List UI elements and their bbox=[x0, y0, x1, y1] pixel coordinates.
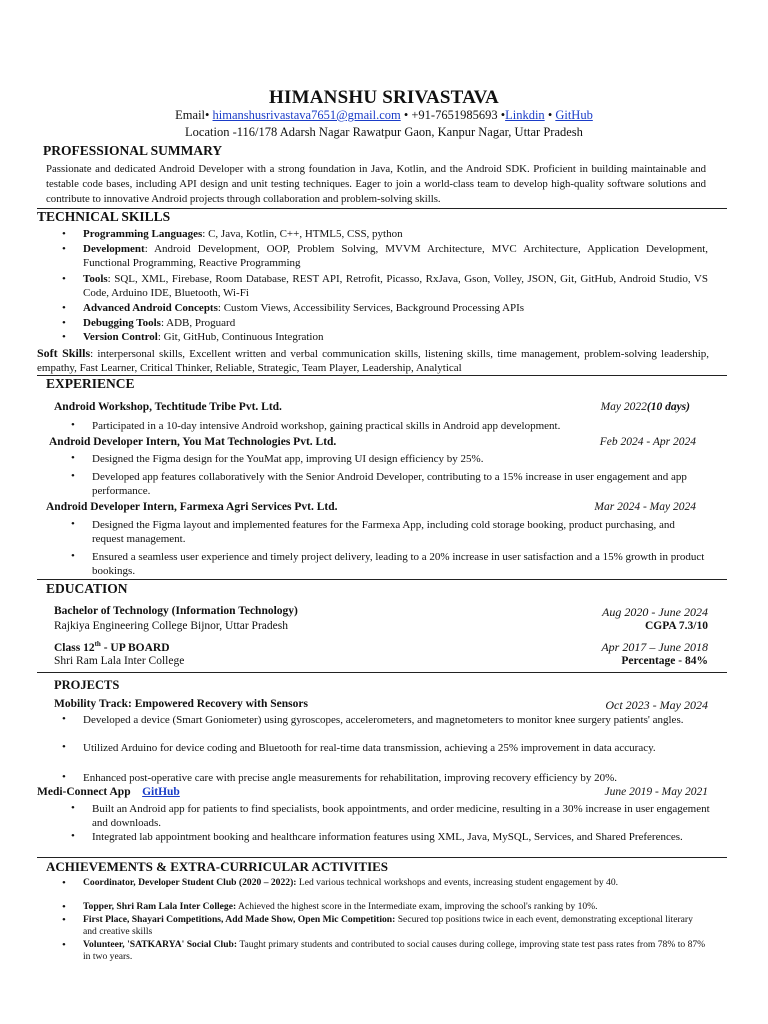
skill-item bbox=[83, 301, 708, 315]
skills-rule bbox=[37, 375, 727, 376]
bullet-icon: • bbox=[71, 518, 75, 530]
bullet-icon: • bbox=[62, 939, 66, 951]
job-date bbox=[540, 401, 690, 413]
college: Rajkiya Engineering College Bijnor, Uttar Pradesh bbox=[54, 620, 288, 632]
skill-label: Development bbox=[83, 243, 145, 255]
project-github-link[interactable]: GitHub bbox=[142, 786, 180, 798]
job-title: Android Developer Intern, Farmexa Agri Services Pvt. Ltd. bbox=[46, 501, 338, 513]
project-bullet: Built an Android app for patients to find specialists, book appointments, and order medicine, resulting in a 30% increase in user engagement and downloads. bbox=[92, 803, 710, 829]
achievement-item bbox=[83, 877, 708, 889]
github-link[interactable]: GitHub bbox=[555, 108, 593, 122]
linkedin-link[interactable]: Linkdin bbox=[505, 108, 545, 122]
achievement-label: Topper, Shri Ram Lala Inter College: bbox=[83, 901, 237, 912]
job-title: Android Developer Intern, You Mat Technologies Pvt. Ltd. bbox=[49, 436, 337, 448]
bullet-icon: • bbox=[62, 243, 66, 255]
job-date: Feb 2024 - Apr 2024 bbox=[599, 436, 696, 448]
skill-label: Version Control bbox=[83, 331, 158, 343]
soft-skills-text: : interpersonal skills, Excellent written and verbal communication skills, listening skills, time management, problem-solving leadership, empathy, Fast Learner, Critical Thinker, Reliable, Strategic, Team Player, Leadership, Analytical bbox=[37, 348, 710, 374]
summary-text: Passionate and dedicated Android Developer with a strong foundation in Java, Kotlin, and the Android SDK. Proficient in building maintainable and testable code bases, including API design and unit testing techniques. Eager to join a world-class team to develop high-quality software solutions and contribute to innovative Android projects through collaboration and problem-solving skills. bbox=[46, 163, 706, 205]
achievement-text: Achieved the highest score in the Intermediate exam, improving the school's ranking by 10%. bbox=[236, 901, 598, 912]
achievements-heading: ACHIEVEMENTS & EXTRA-CURRICULAR ACTIVITIES bbox=[46, 859, 389, 874]
summary-heading: PROFESSIONAL SUMMARY bbox=[43, 143, 223, 158]
skill-item bbox=[83, 242, 708, 270]
achievement-item bbox=[83, 939, 708, 963]
candidate-name: HIMANSHU SRIVASTAVA bbox=[269, 87, 499, 108]
skill-item bbox=[83, 330, 708, 344]
phone-number: • +91-7651985693 bbox=[403, 108, 498, 122]
skill-label: Tools bbox=[83, 273, 108, 285]
experience-rule bbox=[37, 579, 727, 580]
project-bullet: Integrated lab appointment booking and healthcare information features using XML, Java, MySQL, Services, and Shared Preferences. bbox=[92, 831, 683, 843]
location: Location -116/178 Adarsh Nagar Rawatpur Gaon, Kanpur Nagar, Uttar Pradesh bbox=[185, 125, 583, 139]
skill-label: Advanced Android Concepts bbox=[83, 302, 218, 314]
job-bullet: Designed the Figma design for the YouMat app, improving UI design efficiency by 25%. bbox=[92, 453, 484, 465]
bullet-icon: • bbox=[62, 771, 66, 783]
bullet-icon: • bbox=[71, 419, 75, 431]
soft-skills bbox=[37, 346, 709, 375]
soft-skills-label: Soft Skills bbox=[37, 346, 91, 360]
job-bullet: Ensured a seamless user experience and timely project delivery, leading to a 20% increase in user satisfaction and a 15% growth in product bookings. bbox=[92, 551, 705, 577]
bullet-icon: • bbox=[62, 273, 66, 285]
bullet-icon: • bbox=[71, 452, 75, 464]
achievement-item bbox=[83, 914, 708, 938]
percentage: Percentage - 84% bbox=[621, 655, 708, 667]
skill-label: Programming Languages bbox=[83, 228, 203, 240]
project-date: June 2019 - May 2021 bbox=[604, 786, 708, 798]
bullet-icon: • bbox=[62, 901, 66, 913]
project-bullet: Developed a device (Smart Goniometer) using gyroscopes, accelerometers, and magnetometers to monitor knee surgery patients' angles. bbox=[83, 714, 684, 726]
education-rule bbox=[37, 672, 727, 673]
skills-heading: TECHNICAL SKILLS bbox=[37, 209, 171, 224]
projects-heading: PROJECTS bbox=[54, 678, 120, 692]
skill-item bbox=[83, 316, 708, 330]
linkedin-prefix: • bbox=[500, 108, 506, 122]
class-12 bbox=[54, 640, 170, 654]
achievement-label: First Place, Shayari Competitions, Add Made Show, Open Mic Competition: bbox=[83, 914, 396, 925]
job-date-text: May 2022 bbox=[600, 401, 647, 413]
skill-item bbox=[83, 272, 708, 300]
job-bullet: Developed app features collaboratively with the Senior Android Developer, contributing to a 15% increase in user engagement and app performance. bbox=[92, 471, 687, 497]
bullet-icon: • bbox=[62, 914, 66, 926]
achievement-text: Taught primary students and contributed to social causes during college, improving state test pass rates from 78% to 87% in two years. bbox=[83, 939, 706, 962]
class-sup: th bbox=[94, 640, 101, 648]
achievement-item bbox=[83, 901, 708, 913]
skill-text: : Android Development, OOP, Problem Solving, MVVM Architecture, MVC Architecture, Application Development, Functional Programming, Reactive Programming bbox=[83, 243, 708, 269]
bullet-icon: • bbox=[62, 713, 66, 725]
bullet-icon: • bbox=[62, 741, 66, 753]
project-title: Mobility Track: Empowered Recovery with Sensors bbox=[54, 698, 308, 710]
class-main: Class 12 bbox=[54, 641, 95, 654]
bullet-icon: • bbox=[71, 802, 75, 814]
achievement-label: Volunteer, 'SATKARYA' Social Club: bbox=[83, 939, 238, 950]
bullet-icon: • bbox=[62, 317, 66, 329]
job-date: Mar 2024 - May 2024 bbox=[594, 501, 696, 513]
bullet-icon: • bbox=[62, 331, 66, 343]
bullet-icon: • bbox=[71, 830, 75, 842]
bullet-icon: • bbox=[71, 550, 75, 562]
degree-date: Aug 2020 - June 2024 bbox=[602, 605, 708, 619]
cgpa: CGPA 7.3/10 bbox=[644, 620, 708, 632]
education-heading: EDUCATION bbox=[46, 581, 128, 596]
experience-heading: EXPERIENCE bbox=[46, 376, 135, 391]
skill-label: Debugging Tools bbox=[83, 317, 161, 329]
skill-text: : ADB, Proguard bbox=[160, 317, 236, 329]
skill-item bbox=[83, 227, 708, 241]
class-rest: - UP BOARD bbox=[100, 641, 170, 654]
skill-text: : Custom Views, Accessibility Services, Background Processing APIs bbox=[217, 302, 525, 314]
email-link[interactable]: himanshusrivastava7651@gmail.com bbox=[212, 108, 401, 122]
achievement-label: Coordinator, Developer Student Club (2020 – 2022): bbox=[83, 877, 297, 888]
bullet-icon: • bbox=[62, 302, 66, 314]
project-bullet: Enhanced post-operative care with precise angle measurements for rehabilitation, improving recovery efficiency by 20%. bbox=[83, 772, 618, 784]
bullet-icon: • bbox=[62, 228, 66, 240]
github-prefix: • bbox=[547, 108, 553, 122]
job-title: Android Workshop, Techtitude Tribe Pvt. Ltd. bbox=[54, 401, 282, 413]
skill-text: : C, Java, Kotlin, C++, HTML5, CSS, python bbox=[202, 228, 403, 240]
class-date: Apr 2017 – June 2018 bbox=[601, 640, 708, 654]
job-bullet: Designed the Figma layout and implemented features for the Farmexa App, including cold storage booking, product purchasing, and request management. bbox=[92, 519, 675, 545]
degree: Bachelor of Technology (Information Technology) bbox=[54, 605, 298, 617]
bullet-icon: • bbox=[71, 470, 75, 482]
project-date: Oct 2023 - May 2024 bbox=[605, 698, 708, 712]
job-bullet: Participated in a 10-day intensive Android workshop, gaining practical skills in Android app development. bbox=[92, 420, 561, 432]
school: Shri Ram Lala Inter College bbox=[54, 655, 185, 667]
job-duration: (10 days) bbox=[646, 401, 690, 413]
projects-rule bbox=[37, 857, 727, 858]
skill-text: : SQL, XML, Firebase, Room Database, REST API, Retrofit, Picasso, RxJava, Gson, Volley, JSON, Git, GitHub, Android Studio, VS Code, Arduino IDE, Bluetooth, Wi-Fi bbox=[83, 273, 708, 299]
achievement-text: Led various technical workshops and events, increasing student engagement by 40. bbox=[296, 877, 619, 888]
contact-line bbox=[0, 108, 768, 123]
project-bullet: Utilized Arduino for device coding and Bluetooth for real-time data transmission, achieving a 25% improvement in data accuracy. bbox=[83, 742, 656, 754]
project-title bbox=[37, 786, 180, 798]
bullet-icon: • bbox=[62, 877, 66, 889]
email-label: Email• bbox=[175, 108, 210, 122]
project-name: Medi-Connect App bbox=[37, 786, 131, 798]
skill-text: : Git, GitHub, Continuous Integration bbox=[157, 331, 324, 343]
achievement-text: Secured top positions twice in each event, demonstrating exceptional literary and creative skills bbox=[83, 914, 693, 937]
